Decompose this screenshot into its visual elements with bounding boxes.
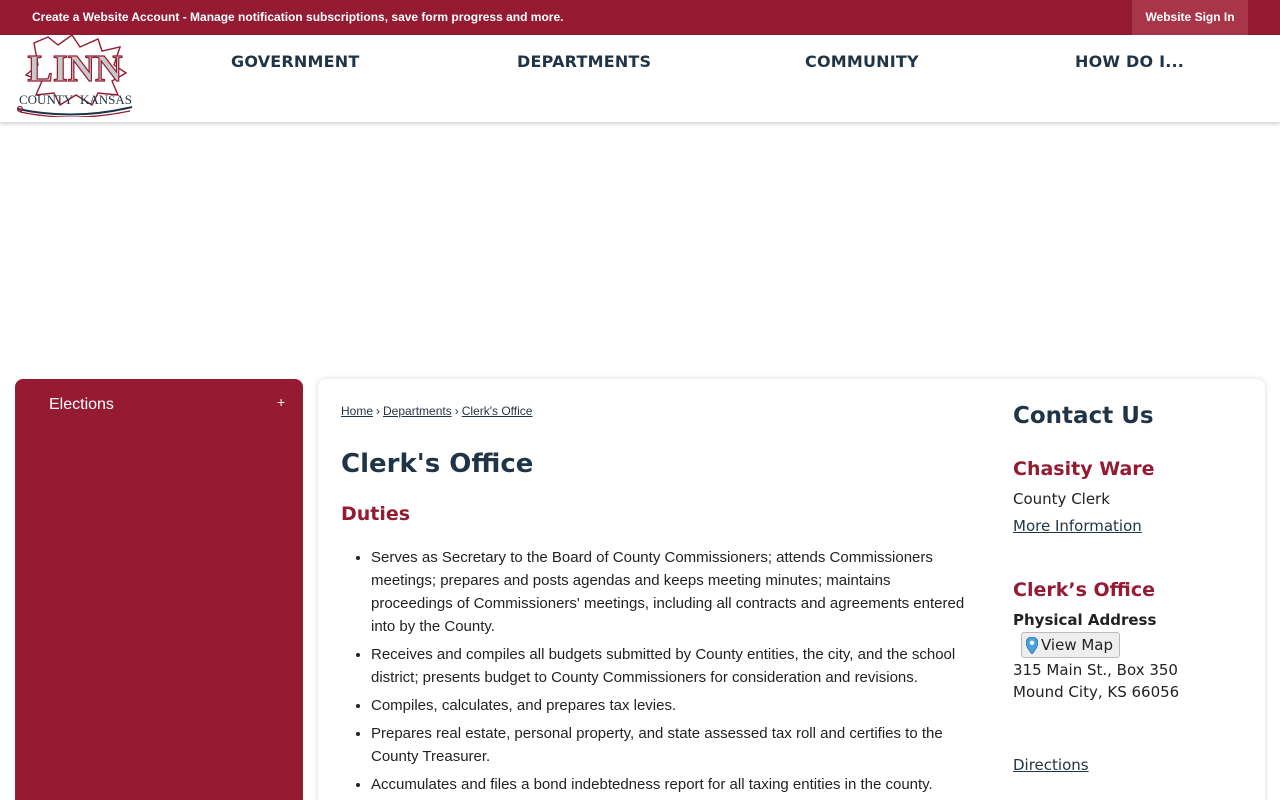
duties-list xyxy=(371,546,971,800)
contact-panel xyxy=(1013,379,1253,800)
view-map-button[interactable] xyxy=(1021,632,1120,658)
contact-person-role: County Clerk xyxy=(1013,490,1110,508)
nav-community[interactable]: COMMUNITY xyxy=(805,52,919,71)
linn-county-logo[interactable] xyxy=(14,35,136,117)
logo-sub-right: KANSAS xyxy=(80,92,133,107)
page-title: Clerk's Office xyxy=(341,449,534,479)
list-item: • Prepares real estate, personal property, and state assessed tax roll and certifies to the County Treasurer. xyxy=(371,722,971,768)
site-header xyxy=(0,35,1280,122)
top-bar xyxy=(0,0,1280,35)
duties-heading: Duties xyxy=(341,503,411,525)
create-account-link[interactable]: Create a Website Account - Manage notification subscriptions, save form progress and more. xyxy=(32,10,564,24)
directions-link[interactable]: Directions xyxy=(1013,756,1089,774)
list-item: • Receives and compiles all budgets submitted by County entities, the city, and the school district; presents budget to County Commissioners for consideration and revisions. xyxy=(371,643,971,689)
breadcrumb-clerks-office[interactable]: Clerk's Office xyxy=(461,404,533,418)
contact-us-heading: Contact Us xyxy=(1013,403,1154,429)
nav-government[interactable]: GOVERNMENT xyxy=(231,52,360,71)
view-map-label: View Map xyxy=(1041,636,1114,654)
address-line-2: Mound City, KS 66056 xyxy=(1013,683,1180,701)
more-information-link[interactable]: More Information xyxy=(1013,517,1142,535)
nav-how-do-i[interactable]: HOW DO I... xyxy=(1075,52,1185,71)
breadcrumb-departments[interactable]: Departments xyxy=(383,404,452,418)
breadcrumb xyxy=(341,404,532,418)
breadcrumb-home[interactable]: Home xyxy=(341,404,374,418)
logo-sub-left: COUNTY xyxy=(19,92,74,107)
website-sign-in-button[interactable]: Website Sign In xyxy=(1132,0,1248,35)
sidebar-item-elections[interactable]: Elections xyxy=(49,396,114,413)
list-item: • Compiles, calculates, and prepares tax levies. xyxy=(371,694,971,717)
nav-departments[interactable]: DEPARTMENTS xyxy=(517,52,652,71)
address-line-1: 315 Main St., Box 350 xyxy=(1013,661,1178,679)
map-pin-icon xyxy=(1026,637,1038,654)
contact-person-name: Chasity Ware xyxy=(1013,458,1155,480)
contact-office-name: Clerk’s Office xyxy=(1013,579,1155,601)
breadcrumb-separator: › xyxy=(454,404,459,418)
sidebar xyxy=(15,379,303,800)
breadcrumb-separator: › xyxy=(376,404,381,418)
physical-address-label: Physical Address xyxy=(1013,611,1157,629)
list-item: • Accumulates and files a bond indebtedness report for all taxing entities in the county. xyxy=(371,773,971,796)
sidebar-expand-toggle[interactable]: + xyxy=(277,394,286,410)
main-content xyxy=(318,379,1265,800)
logo-main-text: LINN xyxy=(27,48,123,90)
list-item: • Serves as Secretary to the Board of County Commissioners; attends Commissioners meetings; prepares and posts agendas and keeps meeting minutes; maintains proceedings of Commissioners' meetings, including all contracts and agreements entered into by the County. xyxy=(371,546,971,638)
hero-banner xyxy=(0,122,1280,379)
